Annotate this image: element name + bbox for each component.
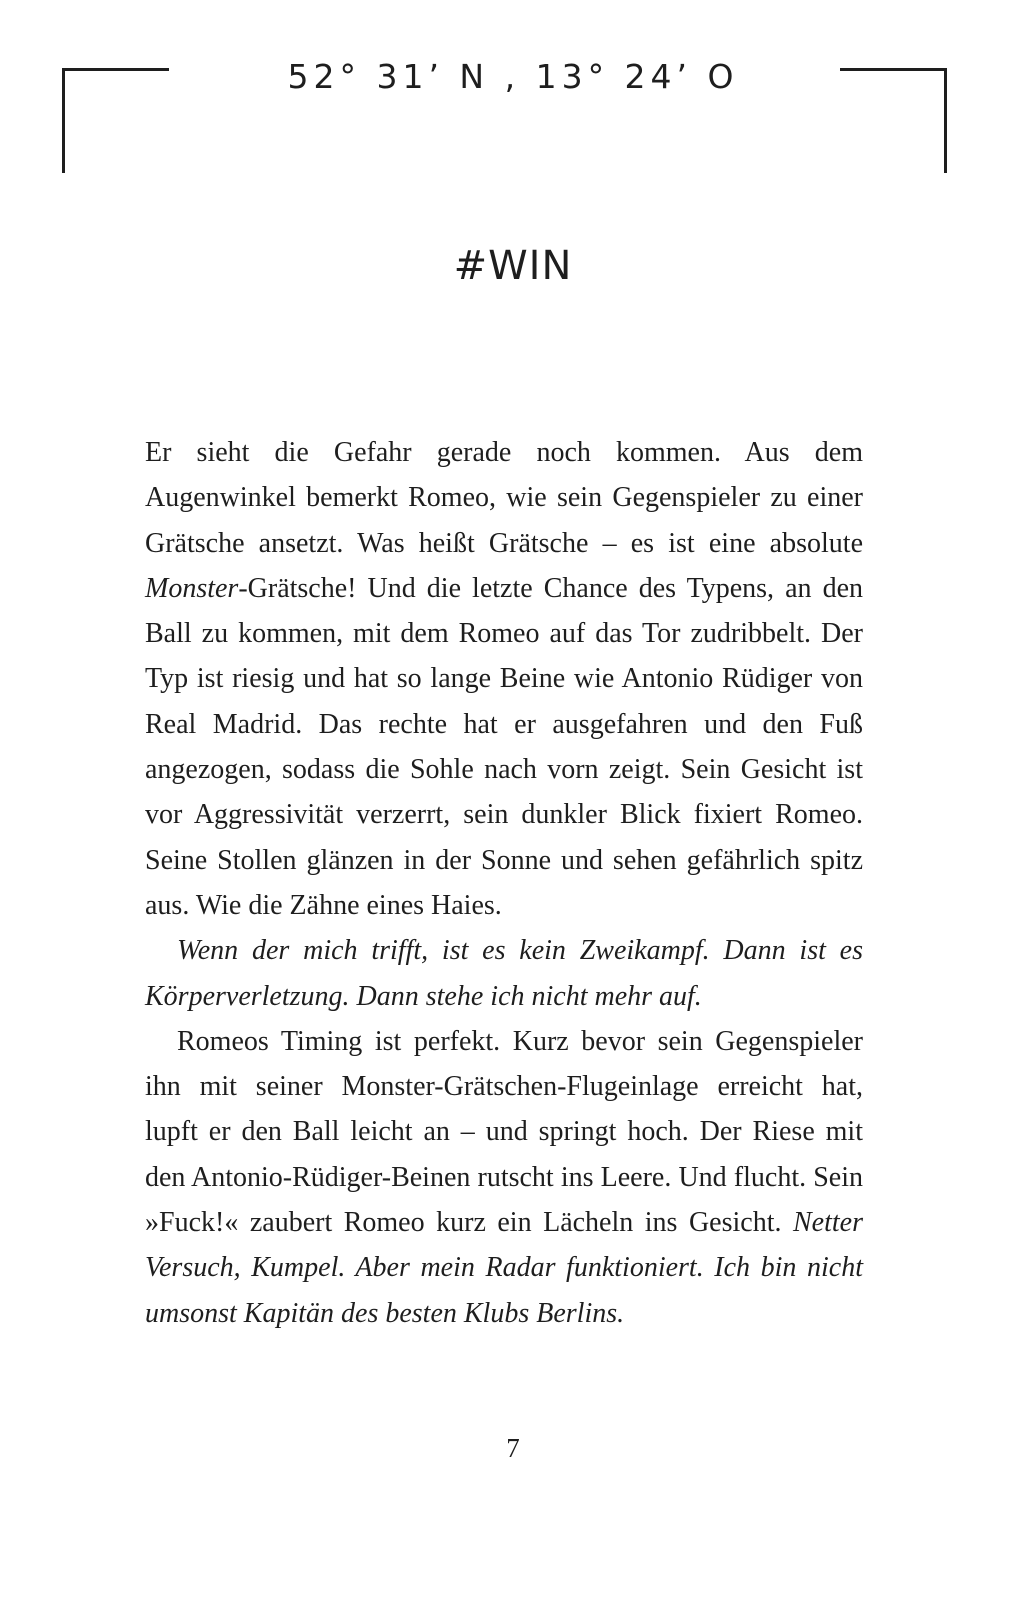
paragraph-2-thought: Wenn der mich trifft, ist es kein Zweikampf. Dann ist es Körperverletzung. Dann stehe ich nicht mehr auf.	[145, 935, 863, 1012]
paragraph-1-emphasis: Monster	[145, 572, 239, 604]
body-text	[145, 430, 863, 1336]
paragraph-2	[145, 928, 863, 1019]
chapter-title: #WIN	[453, 243, 573, 289]
paragraph-3-text: Romeos Timing ist perfekt. Kurz bevor sein Gegenspieler ihn mit seiner Monster-Grätschen-Flugeinlage erreicht hat, lupft er den Ball leicht an – und springt hoch. Der Riese mit den Antonio-Rüdiger-Beinen rutscht ins Leere. Und flucht. Sein »Fuck!« zaubert Romeo kurz ein Lächeln ins Gesicht.	[145, 1025, 863, 1239]
paragraph-3-thought: Netter Versuch, Kumpel. Aber mein Radar funktioniert. Ich bin nicht umsonst Kapitän des besten Klubs Berlins.	[145, 1207, 863, 1329]
paragraph-3	[145, 1019, 863, 1336]
paragraph-1-text-b: -Grätsche! Und die letzte Chance des Typens, an den Ball zu kommen, mit dem Romeo auf das Tor zudribbelt. Der Typ ist riesig und hat so lange Beine wie Antonio Rüdiger von Real Madrid. Das rechte hat er ausgefahren und den Fuß angezogen, sodass die Sohle nach vorn zeigt. Sein Gesicht ist vor Aggressivität verzerrt, sein dunkler Blick fixiert Romeo. Seine Stollen glänzen in der Sonne und sehen gefährlich spitz aus. Wie die Zähne eines Haies.	[145, 572, 863, 921]
paragraph-1	[145, 430, 863, 928]
paragraph-1-text-a: Er sieht die Gefahr gerade noch kommen. Aus dem Augenwinkel bemerkt Romeo, wie sein Gegenspieler zu einer Grätsche ansetzt. Was heißt Grätsche – es ist eine absolute	[145, 437, 863, 559]
page-number: 7	[506, 1433, 520, 1463]
header-coordinates: 52° 31’ N , 13° 24’ O	[287, 57, 739, 96]
